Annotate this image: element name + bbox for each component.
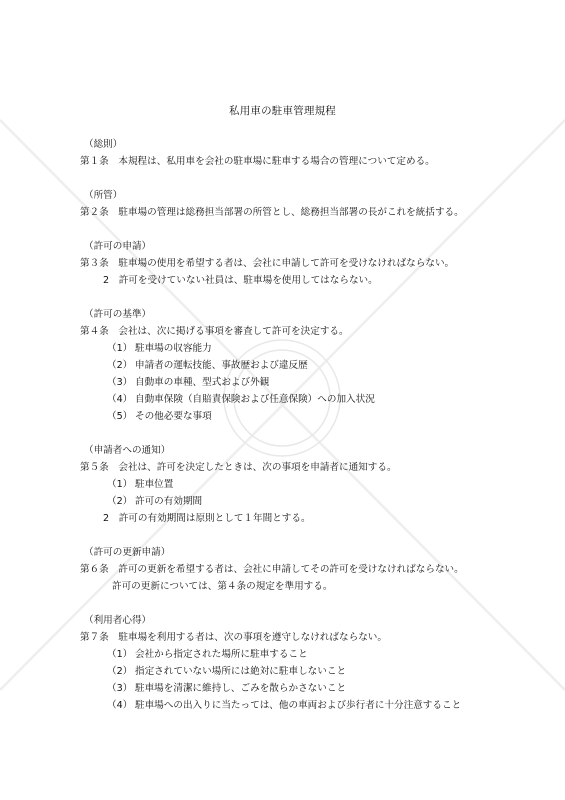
list-item-text: 指定されていない場所には絶対に駐車しないこと [135, 666, 347, 677]
article-7-text: 第７条 駐車場を利用する者は、次の事項を遵守しなければならない。 [80, 632, 387, 643]
document-title: 私用車の駐車管理規程 [229, 105, 336, 117]
article-4-heading: （許可の基準） [84, 309, 152, 320]
article-1-heading: （総則） [84, 139, 123, 150]
list-item-text: 会社から指定された場所に駐車すること [135, 649, 308, 660]
list-item [107, 343, 212, 355]
list-item-number: （1） [107, 343, 133, 354]
list-item-number: （4） [107, 700, 133, 711]
article-6-continuation: 許可の更新については、第４条の規定を準用する。 [112, 581, 333, 592]
list-item [107, 496, 202, 508]
article-7-heading: （利用者心得） [84, 615, 152, 626]
article-6-text: 第６条 許可の更新を希望する者は、会社に申請してその許可を受けなければならない。 [80, 564, 464, 575]
article-5-text: 第５条 会社は、許可を決定したときは、次の事項を申請者に通知する。 [80, 462, 397, 473]
article-4-text: 第４条 会社は、次に掲げる事項を審査して許可を決定する。 [80, 326, 349, 337]
article-2-text: 第２条 駐車場の管理は総務担当部署の所管とし、総務担当部署の長がこれを統括する。 [80, 207, 464, 218]
list-item-text: 許可の有効期間 [135, 496, 203, 507]
list-item-text: 駐車位置 [135, 479, 174, 490]
list-item [107, 394, 375, 406]
article-2-heading: （所管） [84, 190, 123, 201]
list-item-number: （3） [107, 377, 133, 388]
article-5-heading: （申請者への通知） [84, 445, 171, 456]
article-5-paragraph-2: 2 許可の有効期間は原則として１年間とする。 [103, 513, 311, 524]
list-item-number: （5） [107, 411, 133, 422]
list-item-number: （1） [107, 649, 133, 660]
list-item [107, 411, 212, 423]
list-item-text: 自動車の車種、型式および外観 [135, 377, 270, 388]
list-item [107, 479, 173, 491]
list-item-text: 自動車保険（自賠責保険および任意保険）への加入状況 [135, 394, 375, 405]
list-item-text: 申請者の運転技能、事故歴および違反歴 [135, 360, 308, 371]
list-item [107, 649, 308, 661]
article-3-heading: （許可の申請） [84, 241, 152, 252]
list-item [107, 360, 308, 372]
list-item [107, 666, 346, 678]
list-item-number: （2） [107, 360, 133, 371]
list-item-text: 駐車場への出入りに当たっては、他の車両および歩行者に十分注意すること [135, 700, 462, 711]
list-item-text: その他必要な事項 [135, 411, 212, 422]
list-item-number: （2） [107, 496, 133, 507]
list-item-text: 駐車場を清潔に維持し、ごみを散らかさないこと [135, 683, 347, 694]
article-3-text: 第３条 駐車場の使用を希望する者は、会社に申請して許可を受けなければならない。 [80, 258, 455, 269]
list-item-number: （3） [107, 683, 133, 694]
list-item [107, 683, 346, 695]
list-item-number: （4） [107, 394, 133, 405]
article-3-paragraph-2: 2 許可を受けていない社員は、駐車場を使用してはならない。 [103, 275, 378, 286]
article-6-heading: （許可の更新申請） [84, 547, 171, 558]
list-item [107, 377, 269, 389]
list-item [107, 700, 461, 712]
list-item-number: （1） [107, 479, 133, 490]
list-item-number: （2） [107, 666, 133, 677]
article-1-text: 第１条 本規程は、私用車を会社の駐車場に駐車する場合の管理について定める。 [80, 156, 435, 167]
list-item-text: 駐車場の収容能力 [135, 343, 212, 354]
